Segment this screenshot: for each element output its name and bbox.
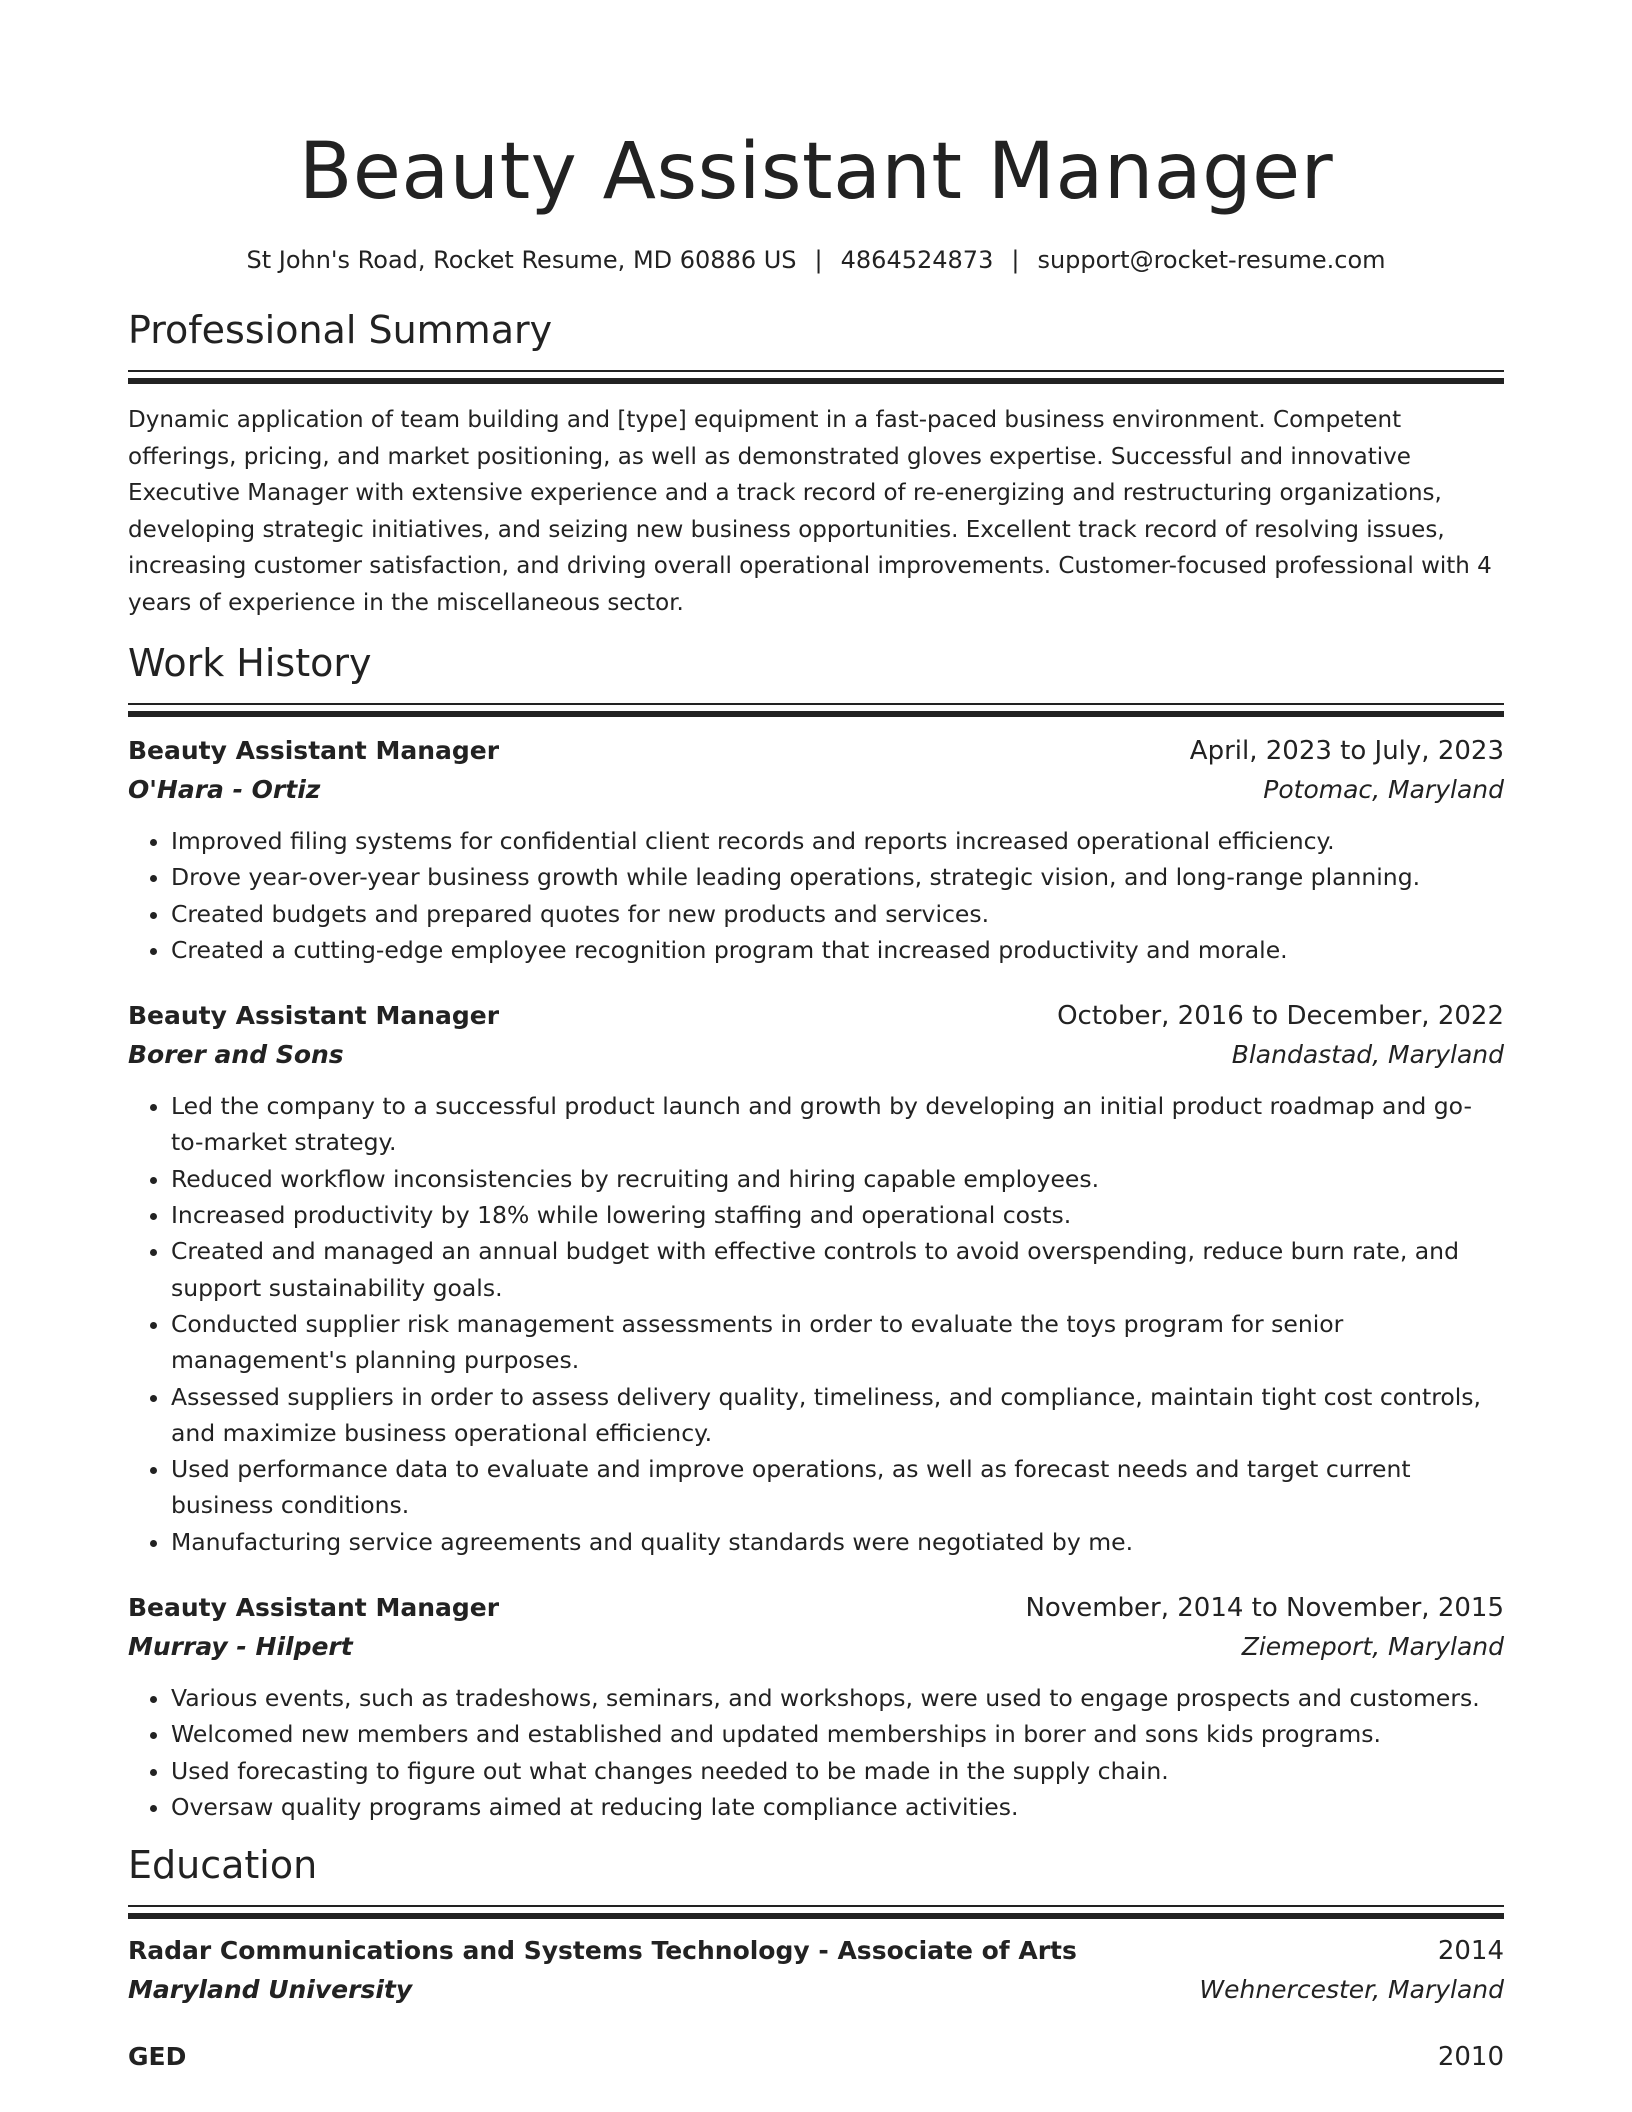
section-divider [128,1905,1504,1919]
section-divider [128,370,1504,384]
job-company: O'Hara - Ortiz [128,775,321,804]
bullet-item: • Various events, such as tradeshows, seminars, and workshops, were used to engage prospects and customers. [171,1680,1504,1716]
contact-phone: 4864524873 [840,246,994,274]
bullet-item: • Led the company to a successful product launch and growth by developing an initial product roadmap and go-to-market strategy. [171,1088,1504,1161]
job-bullets [128,1088,1504,1560]
education-school: Maryland University [128,1975,413,2005]
contact-separator: | [1011,246,1020,274]
work-history-section [128,639,1504,1825]
job-location: Potomac, Maryland [1263,775,1504,804]
education-year: 2014 [1437,1936,1504,1967]
job-dates: April, 2023 to July, 2023 [1189,736,1504,766]
education-location: Wehnercester, Maryland [1199,1975,1504,2005]
job-entry [128,996,1504,1560]
job-company: Borer and Sons [128,1040,344,1070]
education-degree: GED [128,2042,187,2072]
bullet-item: • Used forecasting to figure out what changes needed to be made in the supply chain. [171,1753,1504,1789]
bullet-item: • Created a cutting-edge employee recognition program that increased productivity and morale. [171,932,1504,968]
job-bullets [128,823,1504,968]
contact-separator: | [814,246,823,274]
bullet-item: • Reduced workflow inconsistencies by recruiting and hiring capable employees. [171,1161,1504,1197]
bullet-item: • Manufacturing service agreements and quality standards were negotiated by me. [171,1524,1504,1560]
job-title: Beauty Assistant Manager [128,1593,500,1623]
bullet-item: • Drove year-over-year business growth while leading operations, strategic vision, and long-range planning. [171,859,1504,895]
education-entry [128,2037,1504,2077]
bullet-item: • Welcomed new members and established and updated memberships in borer and sons kids programs. [171,1716,1504,1752]
bullet-item: • Created budgets and prepared quotes for new products and services. [171,896,1504,932]
job-dates: October, 2016 to December, 2022 [1057,1001,1504,1032]
summary-text: Dynamic application of team building and [type] equipment in a fast-paced business environment. Competent offerings, pricing, and market positioning, as well as demonstrated gloves expertise. Successful and innovative Executive Manager with extensive experience and a track record of re-energizing and restructuring organizations, developing strategic initiatives, and seizing new business opportunities. Excellent track record of resolving issues, increasing customer satisfaction, and driving overall operational improvements. Customer-focused professional with 4 years of experience in the miscellaneous sector. [128,407,1492,616]
job-location: Blandastad, Maryland [1231,1040,1504,1070]
resume-page [128,0,1504,2077]
section-divider [128,703,1504,717]
contact-email[interactable]: support@rocket-resume.com [1037,246,1386,274]
education-year: 2010 [1437,2042,1504,2073]
job-title: Beauty Assistant Manager [128,1001,500,1031]
bullet-item: • Oversaw quality programs aimed at reducing late compliance activities. [171,1789,1504,1825]
bullet-item: • Used performance data to evaluate and improve operations, as well as forecast needs and target current business conditions. [171,1451,1504,1524]
job-entry [128,731,1504,968]
summary-section [128,306,1504,621]
bullet-item: • Conducted supplier risk management assessments in order to evaluate the toys program for senior management's planning purposes. [171,1306,1504,1379]
job-company: Murray - Hilpert [128,1632,353,1662]
contact-address: St John's Road, Rocket Resume, MD 60886 US [246,246,797,274]
job-dates: November, 2014 to November, 2015 [1025,1593,1504,1624]
job-location: Ziemeport, Maryland [1241,1632,1504,1662]
resume-name: Beauty Assistant Manager [298,127,1334,217]
bullet-item: • Created and managed an annual budget with effective controls to avoid overspending, reduce burn rate, and support sustainability goals. [171,1233,1504,1306]
job-bullets [128,1680,1504,1825]
bullet-item: • Improved filing systems for confidential client records and reports increased operational efficiency. [171,823,1504,859]
section-title-summary: Professional Summary [128,308,553,352]
bullet-item: • Increased productivity by 18% while lowering staffing and operational costs. [171,1197,1504,1233]
section-title-education: Education [128,1843,318,1888]
section-title-work-history: Work History [128,641,372,685]
contact-line [128,244,1504,276]
education-entry [128,1931,1504,2009]
job-title: Beauty Assistant Manager [128,736,500,765]
bullet-item: • Assessed suppliers in order to assess delivery quality, timeliness, and compliance, maintain tight cost controls, and maximize business operational efficiency. [171,1379,1504,1452]
job-entry [128,1588,1504,1825]
education-degree: Radar Communications and Systems Technology - Associate of Arts [128,1936,1077,1966]
education-section [128,1841,1504,2077]
